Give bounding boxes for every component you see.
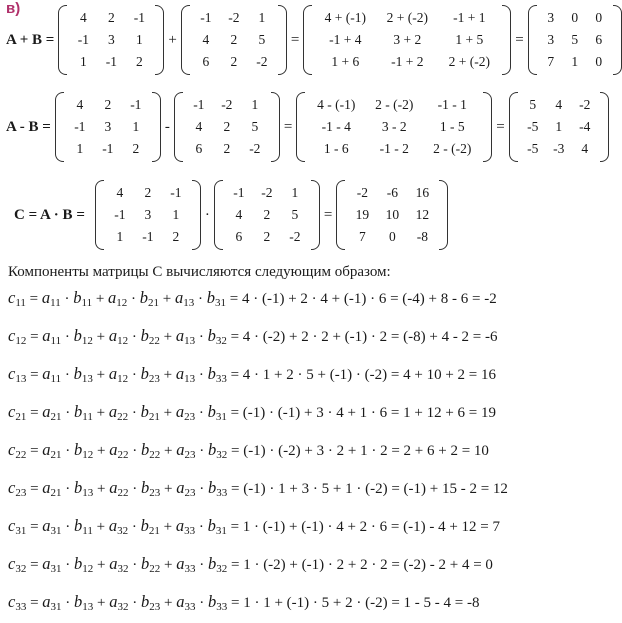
b-symbol: $b_{23}$ [140, 364, 160, 385]
right-bracket [439, 180, 448, 250]
index: 33 [215, 373, 227, 385]
index: 32 [216, 449, 228, 461]
matrix-cell: -5 [527, 119, 539, 134]
matrix-cell: 5 [571, 32, 579, 47]
right-bracket [152, 92, 161, 162]
matrix-cell: -1 + 2 [391, 54, 424, 69]
index: 11 [50, 373, 62, 385]
component-formula: $c_{32} = a_{31} \cdot b_{12} + a_{32} \cdot b_{22} + a_{33} \cdot b_{32} = 1 \cdot (-2) + (-1) \cdot 2 + 2 \cdot 2 = (-2) - 2 + 4 = 0$ [8, 554, 493, 575]
product-lhs: C = A · B = [14, 206, 85, 223]
matrix-cell: 4 [581, 141, 589, 156]
matrix-cell: 1 [251, 97, 259, 112]
b-symbol: $b_{13}$ [74, 592, 94, 613]
index: 11 [82, 525, 93, 537]
formula-expansion: = (-1) · (-1) + 3 · 4 + 1 · 6 = 1 + 12 + 6 = 19 [230, 405, 497, 421]
b-symbol: $b_{33}$ [207, 592, 228, 613]
component-formula: $c_{22} = a_{21} \cdot b_{12} + a_{22} \cdot b_{22} + a_{23} \cdot b_{32} = (-1) \cdot (-2) + 3 \cdot 2 + 1 \cdot 2 = 2 + 6 + 2 = 10$ [8, 440, 489, 461]
product-equation [14, 180, 448, 250]
b-symbol: $b_{21}$ [139, 288, 160, 309]
index: 13 [82, 601, 94, 613]
b-symbol: $b_{32}$ [207, 554, 228, 575]
index: 22 [117, 487, 129, 499]
b-symbol: $b_{23}$ [141, 478, 161, 499]
matrix-cell: 12 [415, 207, 430, 222]
a-symbol: $a_{22}$ [109, 478, 129, 499]
equals-operator: = [323, 206, 333, 223]
matrix-cell: 3 - 2 [381, 119, 407, 134]
index: 23 [184, 487, 196, 499]
b-symbol: $b_{33}$ [207, 364, 227, 385]
matrix-cell: -6 [386, 185, 398, 200]
b-symbol: $b_{12}$ [74, 440, 94, 461]
matrix-cell: 1 + 6 [331, 54, 360, 69]
matrix-cell: 2 + (-2) [386, 10, 428, 25]
matrix-cell: -1 - 1 [437, 97, 467, 112]
index: 11 [15, 297, 26, 309]
matrix-cell: -1 [170, 185, 182, 200]
matrix-cell: 10 [385, 207, 400, 222]
matrix-cell: 4 [195, 119, 203, 134]
index: 21 [148, 297, 160, 309]
plus-operator: + [168, 31, 177, 48]
formula-expansion: = 1 · (-2) + (-1) · 2 + 2 · 2 = (-2) - 2 + 4 = 0 [230, 557, 493, 573]
matrix-cell: -1 [114, 207, 126, 222]
index: 22 [117, 449, 129, 461]
b-symbol: $b_{12}$ [73, 326, 93, 347]
index: 33 [216, 601, 228, 613]
a-symbol: $a_{13}$ [175, 288, 195, 309]
sum-steps-matrix [303, 5, 511, 75]
matrix-cell: 2 [223, 141, 231, 156]
c-symbol: $c_{11}$ [8, 288, 26, 309]
a-symbol: $a_{31}$ [42, 592, 62, 613]
index: 22 [117, 411, 129, 423]
index: 21 [50, 487, 62, 499]
matrix-cell: 6 [235, 229, 243, 244]
matrix-cell: 6 [595, 32, 603, 47]
index: 22 [149, 449, 161, 461]
matrix-cell: -2 [228, 10, 240, 25]
b-symbol: $b_{21}$ [140, 516, 160, 537]
index: 33 [184, 525, 196, 537]
a-symbol: $a_{31}$ [42, 554, 62, 575]
formula-expansion: = 4 · (-1) + 2 · 4 + (-1) · 6 = (-4) + 8 - 6 = -2 [229, 291, 497, 307]
matrix-cell: -5 [527, 141, 539, 156]
a-symbol: $a_{32}$ [109, 554, 129, 575]
sum-equation [6, 5, 622, 75]
matrix-cell: -2 [249, 141, 261, 156]
index: 23 [148, 373, 160, 385]
left-bracket [181, 5, 190, 75]
c-symbol: $c_{22}$ [8, 440, 27, 461]
b-symbol: $b_{23}$ [141, 592, 161, 613]
matrix-cell: 4 [116, 185, 124, 200]
matrix-cell: 4 [79, 10, 87, 25]
matrix-cell: 1 [79, 54, 87, 69]
equals-operator: = [496, 118, 505, 135]
a-symbol: $a_{33}$ [175, 516, 196, 537]
matrix-cell: -1 [130, 97, 142, 112]
index: 11 [82, 411, 93, 423]
left-bracket [214, 180, 223, 250]
a-symbol: $a_{21}$ [42, 440, 62, 461]
index: 23 [15, 487, 27, 499]
b-symbol: $b_{11}$ [74, 402, 93, 423]
formula-expansion: = 1 · 1 + (-1) · 5 + 2 · (-2) = 1 - 5 - 4 = -8 [230, 595, 480, 611]
a-symbol: $a_{23}$ [176, 478, 196, 499]
c-symbol: $c_{31}$ [8, 516, 27, 537]
part-marker: в) [6, 0, 21, 17]
right-bracket [311, 180, 320, 250]
matrix-a [95, 180, 201, 250]
component-formula: $c_{31} = a_{31} \cdot b_{11} + a_{32} \cdot b_{21} + a_{33} \cdot b_{31} = 1 \cdot (-1) + (-1) \cdot 4 + 2 \cdot 6 = (-1) - 4 + 12 = 7$ [8, 516, 501, 537]
index: 33 [216, 487, 228, 499]
matrix-cell: 3 + 2 [393, 32, 422, 47]
a-symbol: $a_{32}$ [108, 516, 129, 537]
matrix-b [214, 180, 320, 250]
matrix-cell: 0 [388, 229, 396, 244]
matrix-a [58, 5, 164, 75]
left-bracket [174, 92, 183, 162]
a-symbol: $a_{21}$ [42, 402, 62, 423]
matrix-cell: 2 [263, 229, 271, 244]
matrix-cell: -1 [105, 54, 117, 69]
difference-steps-matrix [296, 92, 492, 162]
b-symbol: $b_{33}$ [207, 478, 228, 499]
c-symbol: $c_{32}$ [8, 554, 27, 575]
index: 12 [82, 563, 94, 575]
b-symbol: $b_{21}$ [140, 402, 160, 423]
right-bracket [600, 92, 609, 162]
matrix-cell: 16 [415, 185, 430, 200]
matrix-cell: 3 [104, 119, 112, 134]
left-bracket [95, 180, 104, 250]
matrix-cell: 3 [144, 207, 152, 222]
matrix-cell: 1 [555, 119, 563, 134]
component-formula: $c_{13} = a_{11} \cdot b_{13} + a_{12} \cdot b_{23} + a_{13} \cdot b_{33} = 4 \cdot 1 + 2 \cdot 5 + (-1) \cdot (-2) = 4 + 10 + 2 = 16$ [8, 364, 497, 385]
matrix-cell: -2 [289, 229, 301, 244]
index: 31 [215, 297, 227, 309]
index: 33 [184, 563, 196, 575]
a-symbol: $a_{11}$ [41, 288, 61, 309]
index: 31 [50, 563, 62, 575]
difference-equation [6, 92, 609, 162]
matrix-cell: 0 [595, 10, 603, 25]
matrix-cell: 7 [358, 229, 366, 244]
matrix-cell: 2 + (-2) [448, 54, 490, 69]
matrix-cell: -1 [77, 32, 89, 47]
index: 22 [148, 335, 160, 347]
index: 21 [15, 411, 27, 423]
index: 13 [183, 297, 195, 309]
sum-result-matrix [528, 5, 622, 75]
c-symbol: $c_{21}$ [8, 402, 27, 423]
index: 32 [216, 563, 228, 575]
difference-lhs: A - B = [6, 118, 51, 135]
index: 13 [82, 487, 94, 499]
a-symbol: $a_{21}$ [42, 478, 62, 499]
b-symbol: $b_{32}$ [207, 326, 227, 347]
index: 12 [116, 297, 128, 309]
matrix-cell: 2 [172, 229, 180, 244]
equals-operator: = [515, 31, 524, 48]
component-formula: $c_{12} = a_{11} \cdot b_{12} + a_{12} \cdot b_{22} + a_{13} \cdot b_{32} = 4 \cdot (-2) + 2 \cdot 2 + (-1) \cdot 2 = (-8) + 4 - 2 = -6$ [8, 326, 498, 347]
a-symbol: $a_{12}$ [108, 364, 129, 385]
matrix-cell: 2 [230, 54, 238, 69]
right-bracket [483, 92, 492, 162]
matrix-cell: -2 [256, 54, 268, 69]
b-symbol: $b_{32}$ [207, 440, 228, 461]
matrix-cell: -1 [133, 10, 145, 25]
index: 12 [81, 335, 93, 347]
matrix-cell: 1 [258, 10, 266, 25]
matrix-cell: 2 [230, 32, 238, 47]
matrix-cell: 1 [172, 207, 180, 222]
matrix-cell: 1 [76, 141, 84, 156]
matrix-cell: 2 [144, 185, 152, 200]
matrix-cell: 2 [263, 207, 271, 222]
matrix-cell: 0 [595, 54, 603, 69]
index: 23 [184, 411, 196, 423]
index: 22 [149, 563, 161, 575]
a-symbol: $a_{13}$ [175, 364, 196, 385]
matrix-cell: 6 [202, 54, 210, 69]
matrix-cell: -1 [193, 97, 205, 112]
index: 12 [117, 335, 129, 347]
matrix-cell: -2 [261, 185, 273, 200]
equals-operator: = [283, 118, 293, 135]
matrix-b [174, 92, 280, 162]
index: 33 [184, 601, 196, 613]
index: 21 [50, 449, 62, 461]
right-bracket [613, 5, 622, 75]
matrix-cell: 5 [529, 97, 537, 112]
a-symbol: $a_{32}$ [109, 592, 129, 613]
matrix-cell: 4 [76, 97, 84, 112]
matrix-cell: 1 + 5 [455, 32, 484, 47]
equals-operator: = [290, 31, 300, 48]
matrix-cell: -1 [200, 10, 212, 25]
b-symbol: $b_{13}$ [74, 478, 94, 499]
matrix-cell: 3 [107, 32, 115, 47]
b-symbol: $b_{13}$ [73, 364, 93, 385]
matrix-cell: 4 - (-1) [317, 97, 356, 112]
matrix-cell: -2 [579, 97, 591, 112]
matrix-cell: -4 [579, 119, 591, 134]
index: 23 [149, 487, 161, 499]
matrix-cell: 4 [235, 207, 243, 222]
matrix-cell: -1 [142, 229, 154, 244]
index: 21 [148, 411, 160, 423]
matrix-cell: -1 [233, 185, 245, 200]
right-bracket [502, 5, 511, 75]
index: 12 [82, 449, 94, 461]
matrix-cell: 2 [132, 141, 140, 156]
b-symbol: $b_{22}$ [140, 326, 160, 347]
index: 11 [50, 297, 61, 309]
a-symbol: $a_{31}$ [42, 516, 62, 537]
component-formula: $c_{23} = a_{21} \cdot b_{13} + a_{22} \cdot b_{23} + a_{23} \cdot b_{33} = (-1) \cdot 1 + 3 \cdot 5 + 1 \cdot (-2) = (-1) + 15 - 2 = 12$ [8, 478, 508, 499]
matrix-cell: -1 [74, 119, 86, 134]
a-symbol: $a_{11}$ [42, 326, 62, 347]
matrix-cell: 5 [251, 119, 259, 134]
matrix-cell: 1 [291, 185, 299, 200]
difference-result-matrix [509, 92, 609, 162]
c-symbol: $c_{23}$ [8, 478, 27, 499]
formula-expansion: = (-1) · 1 + 3 · 5 + 1 · (-2) = (-1) + 15 - 2 = 12 [230, 481, 508, 497]
left-bracket [296, 92, 305, 162]
index: 32 [215, 335, 227, 347]
matrix-cell: -1 [102, 141, 114, 156]
index: 13 [184, 335, 196, 347]
matrix-cell: 2 - (-2) [375, 97, 414, 112]
left-bracket [303, 5, 312, 75]
index: 12 [117, 373, 129, 385]
index: 23 [149, 601, 161, 613]
sum-lhs: A + B = [6, 31, 55, 48]
matrix-cell: -8 [416, 229, 428, 244]
a-symbol: $a_{11}$ [42, 364, 62, 385]
index: 12 [15, 335, 27, 347]
left-bracket [336, 180, 345, 250]
b-symbol: $b_{11}$ [73, 288, 93, 309]
a-symbol: $a_{22}$ [108, 402, 129, 423]
index: 32 [15, 563, 27, 575]
product-result-matrix [336, 180, 448, 250]
index: 11 [50, 335, 62, 347]
matrix-cell: 1 [132, 119, 140, 134]
matrix-cell: 5 [258, 32, 266, 47]
component-formula: $c_{11} = a_{11} \cdot b_{11} + a_{12} \cdot b_{21} + a_{13} \cdot b_{31} = 4 \cdot (-1) + 2 \cdot 4 + (-1) \cdot 6 = (-4) + 8 - 6 = -2$ [8, 288, 497, 309]
matrix-cell: -1 - 4 [321, 119, 351, 134]
c-symbol: $c_{13}$ [8, 364, 27, 385]
matrix-cell: 19 [355, 207, 370, 222]
left-bracket [509, 92, 518, 162]
formula-expansion: = (-1) · (-2) + 3 · 2 + 1 · 2 = 2 + 6 + 2 = 10 [230, 443, 489, 459]
a-symbol: $a_{23}$ [175, 402, 196, 423]
explanation-text: Компоненты матрицы C вычисляются следующим образом: [8, 264, 391, 280]
index: 21 [148, 525, 160, 537]
right-bracket [278, 5, 287, 75]
right-bracket [155, 5, 164, 75]
b-symbol: $b_{22}$ [141, 554, 161, 575]
matrix-cell: 1 [116, 229, 124, 244]
component-formula: $c_{33} = a_{31} \cdot b_{13} + a_{32} \cdot b_{23} + a_{33} \cdot b_{33} = 1 \cdot 1 + (-1) \cdot 5 + 2 \cdot (-2) = 1 - 5 - 4 = -8$ [8, 592, 480, 613]
matrix-cell: -3 [553, 141, 565, 156]
matrix-cell: 5 [291, 207, 299, 222]
matrix-cell: 2 [107, 10, 115, 25]
matrix-cell: -1 + 1 [453, 10, 486, 25]
matrix-cell: 2 - (-2) [433, 141, 472, 156]
index: 13 [184, 373, 196, 385]
a-symbol: $a_{13}$ [175, 326, 196, 347]
index: 21 [50, 411, 62, 423]
left-bracket [58, 5, 67, 75]
matrix-cell: 0 [571, 10, 579, 25]
index: 32 [117, 563, 129, 575]
right-bracket [271, 92, 280, 162]
minus-operator: - [164, 118, 170, 135]
index: 11 [81, 297, 93, 309]
matrix-cell: 6 [195, 141, 203, 156]
c-symbol: $c_{33}$ [8, 592, 27, 613]
index: 22 [15, 449, 27, 461]
matrix-cell: -1 + 4 [329, 32, 362, 47]
matrix-cell: 3 [547, 10, 555, 25]
matrix-cell: 4 [555, 97, 563, 112]
matrix-a [55, 92, 161, 162]
index: 32 [117, 601, 129, 613]
matrix-cell: 1 - 5 [439, 119, 465, 134]
a-symbol: $a_{23}$ [176, 440, 196, 461]
index: 31 [215, 411, 227, 423]
matrix-b [181, 5, 287, 75]
formula-expansion: = 4 · (-2) + 2 · 2 + (-1) · 2 = (-8) + 4 - 2 = -6 [230, 329, 498, 345]
a-symbol: $a_{22}$ [109, 440, 129, 461]
matrix-cell: 4 + (-1) [324, 10, 366, 25]
b-symbol: $b_{31}$ [207, 516, 227, 537]
matrix-cell: 1 [135, 32, 143, 47]
left-bracket [55, 92, 64, 162]
a-symbol: $a_{12}$ [108, 288, 128, 309]
b-symbol: $b_{22}$ [141, 440, 161, 461]
matrix-cell: 3 [547, 32, 555, 47]
index: 23 [184, 449, 196, 461]
matrix-cell: 2 [223, 119, 231, 134]
matrix-cell: 7 [547, 54, 555, 69]
b-symbol: $b_{11}$ [74, 516, 93, 537]
matrix-cell: -2 [221, 97, 233, 112]
index: 32 [117, 525, 129, 537]
right-bracket [192, 180, 201, 250]
b-symbol: $b_{31}$ [206, 288, 227, 309]
index: 31 [50, 525, 62, 537]
matrix-cell: -1 - 2 [379, 141, 409, 156]
index: 31 [50, 601, 62, 613]
b-symbol: $b_{31}$ [207, 402, 227, 423]
component-formula: $c_{21} = a_{21} \cdot b_{11} + a_{22} \cdot b_{21} + a_{23} \cdot b_{31} = (-1) \cdot (-1) + 3 \cdot 4 + 1 \cdot 6 = 1 + 12 + 6 = 19$ [8, 402, 497, 423]
matrix-cell: -2 [356, 185, 368, 200]
c-symbol: $c_{12}$ [8, 326, 27, 347]
multiply-operator: · [204, 206, 210, 223]
left-bracket [528, 5, 537, 75]
matrix-cell: 4 [202, 32, 210, 47]
index: 31 [215, 525, 227, 537]
matrix-cell: 2 [135, 54, 143, 69]
b-symbol: $b_{12}$ [74, 554, 94, 575]
matrix-cell: 2 [104, 97, 112, 112]
matrix-cell: 1 - 6 [323, 141, 349, 156]
a-symbol: $a_{33}$ [176, 554, 196, 575]
formula-expansion: = 1 · (-1) + (-1) · 4 + 2 · 6 = (-1) - 4 + 12 = 7 [230, 519, 501, 535]
a-symbol: $a_{33}$ [176, 592, 196, 613]
a-symbol: $a_{12}$ [108, 326, 129, 347]
matrix-cell: 1 [571, 54, 579, 69]
formula-expansion: = 4 · 1 + 2 · 5 + (-1) · (-2) = 4 + 10 + 2 = 16 [230, 367, 497, 383]
index: 13 [15, 373, 27, 385]
index: 33 [15, 601, 27, 613]
index: 31 [15, 525, 27, 537]
index: 13 [81, 373, 93, 385]
